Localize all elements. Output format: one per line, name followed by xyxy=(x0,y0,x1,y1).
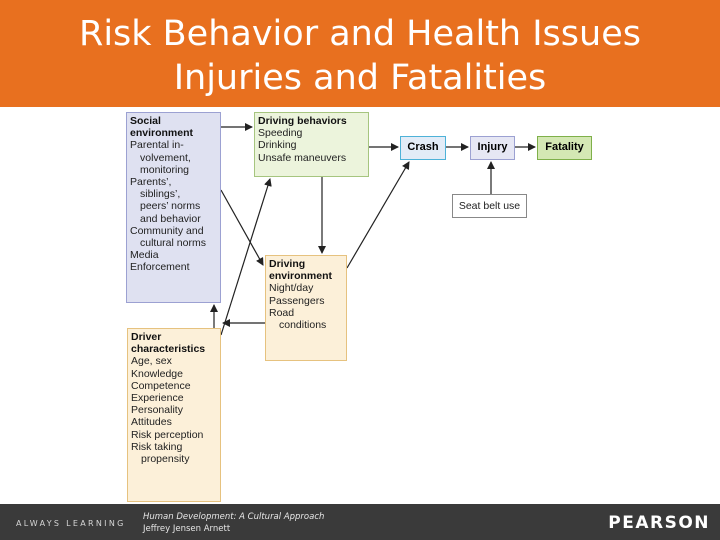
seat-belt-use-box: Seat belt use xyxy=(452,194,527,218)
driver-characteristic-item: Age, sex xyxy=(131,355,172,368)
slide-title-line-2: Injuries and Fatalities xyxy=(173,58,547,98)
driving-behaviors-box xyxy=(254,112,369,177)
driving-behaviors-title: Driving behaviors xyxy=(258,115,347,127)
social-environment-box xyxy=(126,112,221,303)
driving-environment-box xyxy=(265,255,347,361)
social-item: cultural norms xyxy=(140,237,206,250)
driver-characteristic-item: Knowledge xyxy=(131,367,183,380)
book-citation xyxy=(143,511,324,535)
crash-box: Crash xyxy=(400,136,446,160)
social-item: and behavior xyxy=(140,212,201,225)
pearson-logo: PEARSON xyxy=(608,513,710,533)
social-item: volvement, xyxy=(140,151,191,164)
arrow-environment-to-crash xyxy=(347,162,409,268)
driver-characteristic-item: Competence xyxy=(131,379,191,392)
driver-characteristic-item: Personality xyxy=(131,404,183,417)
slide-title-line-1: Risk Behavior and Health Issues xyxy=(79,14,641,54)
always-learning-tagline: ALWAYS LEARNING xyxy=(16,519,126,528)
driving-behavior-item: Unsafe maneuvers xyxy=(258,151,347,164)
driver-characteristics-title: Driver characteristics xyxy=(131,331,206,356)
driver-characteristic-item: Attitudes xyxy=(131,416,172,429)
book-title: Human Development: A Cultural Approach xyxy=(143,512,325,522)
book-author: Jeffrey Jensen Arnett xyxy=(143,524,231,534)
social-item: Community and xyxy=(130,224,204,237)
driver-characteristics-box xyxy=(127,328,221,502)
driver-characteristic-item: Risk perception xyxy=(131,428,204,441)
social-item: monitoring xyxy=(140,163,190,176)
social-item: Media xyxy=(130,249,159,262)
slide-footer xyxy=(0,504,720,540)
driving-environment-item: Night/day xyxy=(269,282,314,295)
driving-behavior-item: Speeding xyxy=(258,127,303,140)
driving-environment-item: conditions xyxy=(279,319,327,332)
social-item: Enforcement xyxy=(130,261,190,274)
social-item: siblings’, xyxy=(140,188,181,201)
driver-characteristic-item: Risk taking xyxy=(131,440,183,453)
driving-environment-item: Road xyxy=(269,306,295,319)
driving-behavior-item: Drinking xyxy=(258,139,297,152)
fatality-box: Fatality xyxy=(537,136,592,160)
driving-environment-item: Passengers xyxy=(269,294,325,307)
driver-characteristic-item: propensity xyxy=(141,453,190,466)
injury-box: Injury xyxy=(470,136,515,160)
social-item: Parents’, xyxy=(130,176,172,189)
driver-characteristic-item: Experience xyxy=(131,392,184,405)
social-item: peers’ norms xyxy=(140,200,201,213)
arrow-social-to-environment xyxy=(221,190,263,265)
social-item: Parental in- xyxy=(130,139,184,152)
social-environment-title: Social environment xyxy=(130,115,194,140)
driving-environment-title: Driving environment xyxy=(269,258,333,283)
